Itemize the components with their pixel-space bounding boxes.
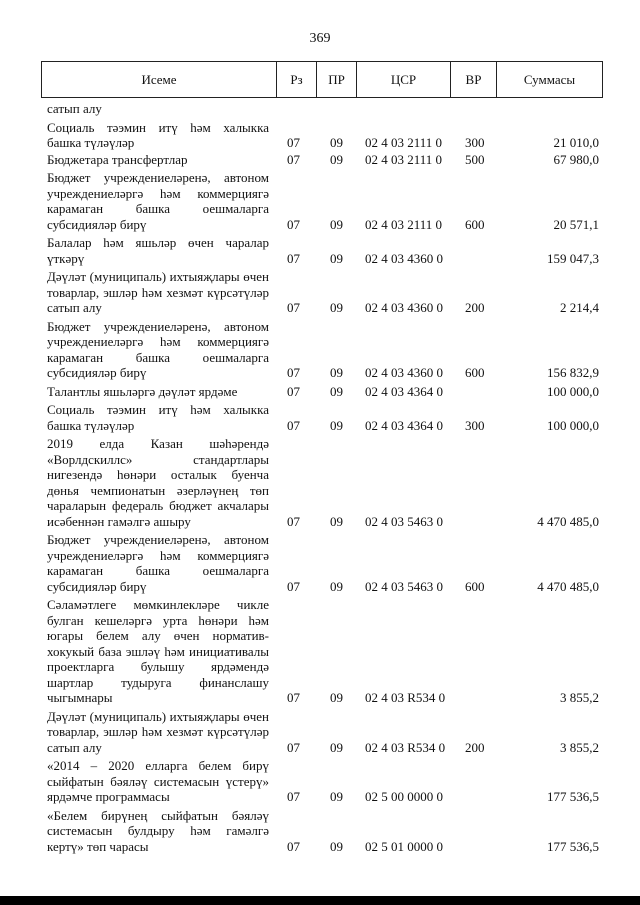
row-vr: 600 [465, 578, 485, 594]
row-sum: 3 855,2 [560, 690, 599, 705]
row-rz: 07 [287, 417, 300, 433]
row-pr: 09 [330, 300, 343, 315]
row-name: Балалар һәм яшьләр өчен чаралар үткәрү [47, 235, 269, 266]
header-vr: ВР [450, 62, 496, 97]
row-name: Бюджет учреждениеләренә, автоном учреждениеләргә һәм коммерциягә карамаган башка оешмаларга субсидияләр бирү [47, 170, 269, 232]
row-name: сатып алу [47, 101, 102, 116]
row-csr: 02 4 03 5463 0 [365, 513, 443, 529]
row-vr: 500 [465, 151, 485, 167]
table-row [47, 597, 603, 706]
row-pr: 09 [330, 135, 343, 150]
row-vr: 200 [465, 300, 485, 315]
table-row [47, 152, 603, 168]
row-name: Бюджет учреждениеләренә, автоном учреждениеләргә һәм коммерциягә карамаган башка оешмаларга субсидияләр бирү [47, 318, 269, 380]
row-sum: 3 855,2 [560, 739, 599, 755]
table-body [47, 101, 603, 854]
row-name: «2014 – 2020 елларга белем бирү сыйфатын бәяләү системасын үстерү» ярдәмче программасы [47, 758, 269, 804]
table-row [47, 319, 603, 381]
row-name: Дәүләт (муниципаль) ихтыяҗлары өчен товарлар, эшләр һәм хезмәт күрсәтүләр сатып алу [47, 269, 269, 315]
table-row [47, 269, 603, 316]
row-name: 2019 елда Казан шәһәрендә «Ворлдскиллс» стандартлары нигезендә һөнәри осталык буенча дөнья чемпионатын әзерләүнең төп чараларын федераль бюджет акчалары исәбеннән гамәлгә ашыру [47, 436, 269, 529]
row-pr: 09 [330, 151, 343, 167]
header-rz: Рз [276, 62, 316, 97]
row-name: Бюджет учреждениеләренә, автоном учреждениеләргә һәм коммерциягә карамаган башка оешмаларга субсидияләр бирү [47, 532, 269, 594]
row-rz: 07 [287, 216, 300, 232]
row-sum: 177 536,5 [547, 838, 599, 854]
page-number: 369 [309, 31, 331, 46]
row-rz: 07 [287, 513, 300, 529]
row-rz: 07 [287, 578, 300, 594]
row-csr: 02 4 03 4364 0 [365, 417, 443, 433]
row-csr: 02 4 03 4360 0 [365, 250, 443, 266]
row-csr: 02 4 03 5463 0 [365, 578, 443, 594]
row-csr: 02 4 03 R534 0 [365, 739, 446, 755]
row-csr: 02 4 03 4364 0 [365, 383, 443, 399]
row-sum: 21 010,0 [553, 135, 599, 150]
table-row [47, 402, 603, 433]
row-csr: 02 4 03 4360 0 [365, 365, 443, 380]
row-sum: 100 000,0 [547, 383, 599, 399]
row-sum: 100 000,0 [547, 417, 599, 433]
row-name: Дәүләт (муниципаль) ихтыяҗлары өчен товарлар, эшләр һәм хезмәт күрсәтүләр сатып алу [47, 708, 269, 755]
row-pr: 09 [330, 739, 343, 755]
row-sum: 177 536,5 [547, 789, 599, 804]
row-name: Талантлы яшьләргә дәүләт ярдәме [47, 383, 238, 399]
row-csr: 02 4 03 4360 0 [365, 300, 443, 315]
row-pr: 09 [330, 513, 343, 529]
table-row [47, 532, 603, 594]
row-csr: 02 4 03 2111 0 [365, 135, 443, 150]
row-pr: 09 [330, 578, 343, 594]
header-csr: ЦСР [356, 62, 450, 97]
table-row [47, 120, 603, 151]
row-rz: 07 [287, 789, 300, 804]
row-pr: 09 [330, 838, 343, 854]
row-sum: 4 470 485,0 [537, 513, 599, 529]
row-rz: 07 [287, 300, 300, 315]
row-pr: 09 [330, 250, 343, 266]
row-rz: 07 [287, 690, 300, 705]
header-pr: ПР [316, 62, 356, 97]
row-csr: 02 4 03 2111 0 [365, 151, 443, 167]
row-sum: 20 571,1 [553, 216, 599, 232]
row-rz: 07 [287, 365, 300, 380]
row-csr: 02 4 03 R534 0 [365, 690, 446, 705]
row-vr: 600 [465, 216, 485, 232]
table-row [47, 384, 603, 400]
table-row [47, 170, 603, 232]
row-rz: 07 [287, 383, 300, 399]
row-pr: 09 [330, 417, 343, 433]
scan-edge [0, 896, 640, 905]
row-pr: 09 [330, 690, 343, 705]
row-sum: 156 832,9 [547, 365, 599, 380]
table-header [41, 61, 603, 98]
table-row [47, 758, 603, 805]
row-csr: 02 4 03 2111 0 [365, 216, 443, 232]
header-name: Исеме [141, 72, 177, 87]
row-vr: 200 [465, 739, 485, 755]
row-vr: 300 [465, 417, 485, 433]
table-row [47, 436, 603, 529]
row-pr: 09 [330, 789, 343, 804]
row-vr: 600 [465, 365, 485, 380]
row-csr: 02 5 00 0000 0 [365, 789, 443, 804]
row-name: Бюджетара трансфертлар [47, 151, 188, 167]
row-pr: 09 [330, 216, 343, 232]
row-name: Социаль тәэмин итү һәм халыкка башка түләүләр [47, 402, 269, 433]
row-sum: 2 214,4 [560, 300, 599, 315]
row-vr: 300 [465, 135, 485, 150]
row-rz: 07 [287, 151, 300, 167]
row-rz: 07 [287, 135, 300, 150]
row-pr: 09 [330, 383, 343, 399]
row-sum: 67 980,0 [553, 151, 599, 167]
row-sum: 4 470 485,0 [537, 578, 599, 594]
row-rz: 07 [287, 250, 300, 266]
table-row [47, 709, 603, 756]
row-sum: 159 047,3 [547, 250, 599, 266]
row-name: Социаль тәэмин итү һәм халыкка башка түләүләр [47, 119, 269, 150]
table-row [47, 235, 603, 266]
table-row [47, 101, 603, 117]
table-row [47, 808, 603, 855]
row-rz: 07 [287, 838, 300, 854]
row-rz: 07 [287, 739, 300, 755]
row-name: Сәламәтлеге мөмкинлекләре чикле булган кешеләргә урта һөнәри һәм югары белем алу өчен норматив-хокукый база эшләү һәм инициативалы проектларга булышу ярдәмендә шартлар тудыруга финанслашу чыгымнары [47, 597, 269, 705]
row-name: «Белем бирүнең сыйфатын бәяләү системасын булдыру һәм гамәлгә кертү» төп чарасы [47, 807, 269, 854]
header-sum: Суммасы [496, 62, 602, 97]
row-pr: 09 [330, 365, 343, 380]
row-csr: 02 5 01 0000 0 [365, 838, 443, 854]
